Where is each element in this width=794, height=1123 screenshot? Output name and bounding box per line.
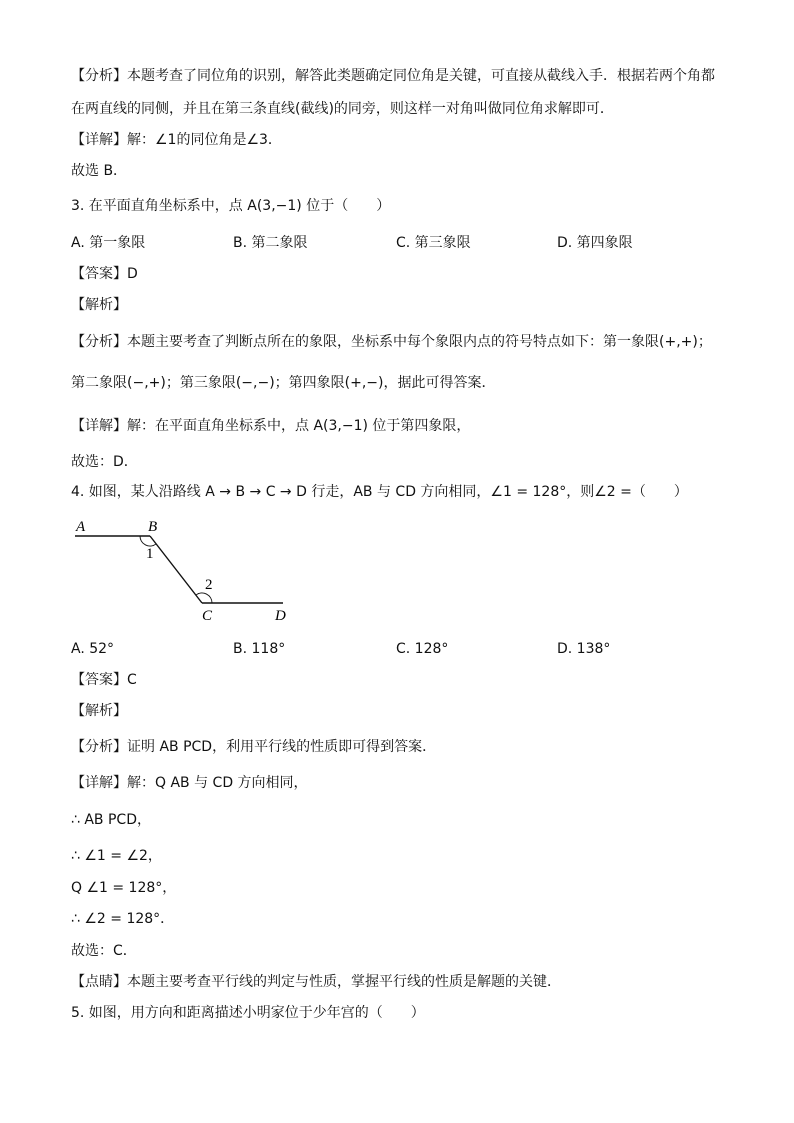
q4-step-1: 【详解】解：Q AB 与 CD 方向相同， xyxy=(71,775,308,791)
q3-option-d: D. 第四象限 xyxy=(557,235,633,251)
segment-bc xyxy=(150,536,202,603)
q2-choice: 故选 B． xyxy=(71,163,128,179)
angle-2-label: 2 xyxy=(205,577,213,593)
q3-option-a: A. 第一象限 xyxy=(71,235,146,251)
q3-analysis: 【分析】本题主要考查了判断点所在的象限，坐标系中每个象限内点的符号特点如下：第一象限(+,+)； xyxy=(71,334,712,350)
q4-choice: 故选：C． xyxy=(71,943,137,959)
q3-jiexi-heading: 【解析】 xyxy=(71,297,127,313)
q2-analysis: 【分析】本题考查了同位角的识别，解答此类题确定同位角是关键，可直接从截线入手．根据若两个角都 xyxy=(71,68,715,84)
q3-answer: 【答案】D xyxy=(71,266,138,282)
q3-stem: 3. 在平面直角坐标系中，点 A(3,−1) 位于（ ） xyxy=(71,198,391,214)
q5-stem: 5. 如图，用方向和距离描述小明家位于少年宫的（ ） xyxy=(71,1005,425,1021)
q4-answer: 【答案】C xyxy=(71,672,137,688)
point-b-label: B xyxy=(148,519,158,535)
q4-jiexi-heading: 【解析】 xyxy=(71,703,127,719)
q3-analysis-cont: 第二象限(−,+)；第三象限(−,−)；第四象限(+,−)，据此可得答案． xyxy=(71,375,496,391)
q2-detail: 【详解】解：∠1的同位角是∠3． xyxy=(71,132,282,148)
q4-step-2: ∴ AB PCD， xyxy=(71,812,151,828)
q4-figure xyxy=(70,514,300,626)
q3-detail: 【详解】解：在平面直角坐标系中，点 A(3,−1) 位于第四象限， xyxy=(71,418,471,434)
point-c-label: C xyxy=(202,608,213,624)
q2-analysis-cont: 在两直线的同侧，并且在第三条直线(截线)的同旁，则这样一对角叫做同位角求解即可． xyxy=(71,101,614,117)
q3-option-b: B. 第二象限 xyxy=(233,235,308,251)
q4-option-b: B. 118° xyxy=(233,641,286,657)
point-a-label: A xyxy=(76,519,86,535)
point-d-label: D xyxy=(275,608,286,624)
q4-option-d: D. 138° xyxy=(557,641,611,657)
q4-option-c: C. 128° xyxy=(396,641,449,657)
q4-comment: 【点睛】本题主要考查平行线的判定与性质，掌握平行线的性质是解题的关键． xyxy=(71,974,561,990)
q3-option-c: C. 第三象限 xyxy=(396,235,471,251)
q3-choice: 故选：D． xyxy=(71,454,138,470)
q4-stem: 4. 如图，某人沿路线 A → B → C → D 行走，AB 与 CD 方向相同，∠1 = 128°，则∠2 =（ ） xyxy=(71,484,688,500)
q4-analysis: 【分析】证明 AB PCD，利用平行线的性质即可得到答案． xyxy=(71,739,437,755)
q4-option-a: A. 52° xyxy=(71,641,115,657)
angle-1-label: 1 xyxy=(146,546,154,562)
q4-step-3: ∴ ∠1 = ∠2， xyxy=(71,848,162,864)
q4-step-5: ∴ ∠2 = 128°． xyxy=(71,911,175,927)
q4-step-4: Q ∠1 = 128°， xyxy=(71,880,177,896)
